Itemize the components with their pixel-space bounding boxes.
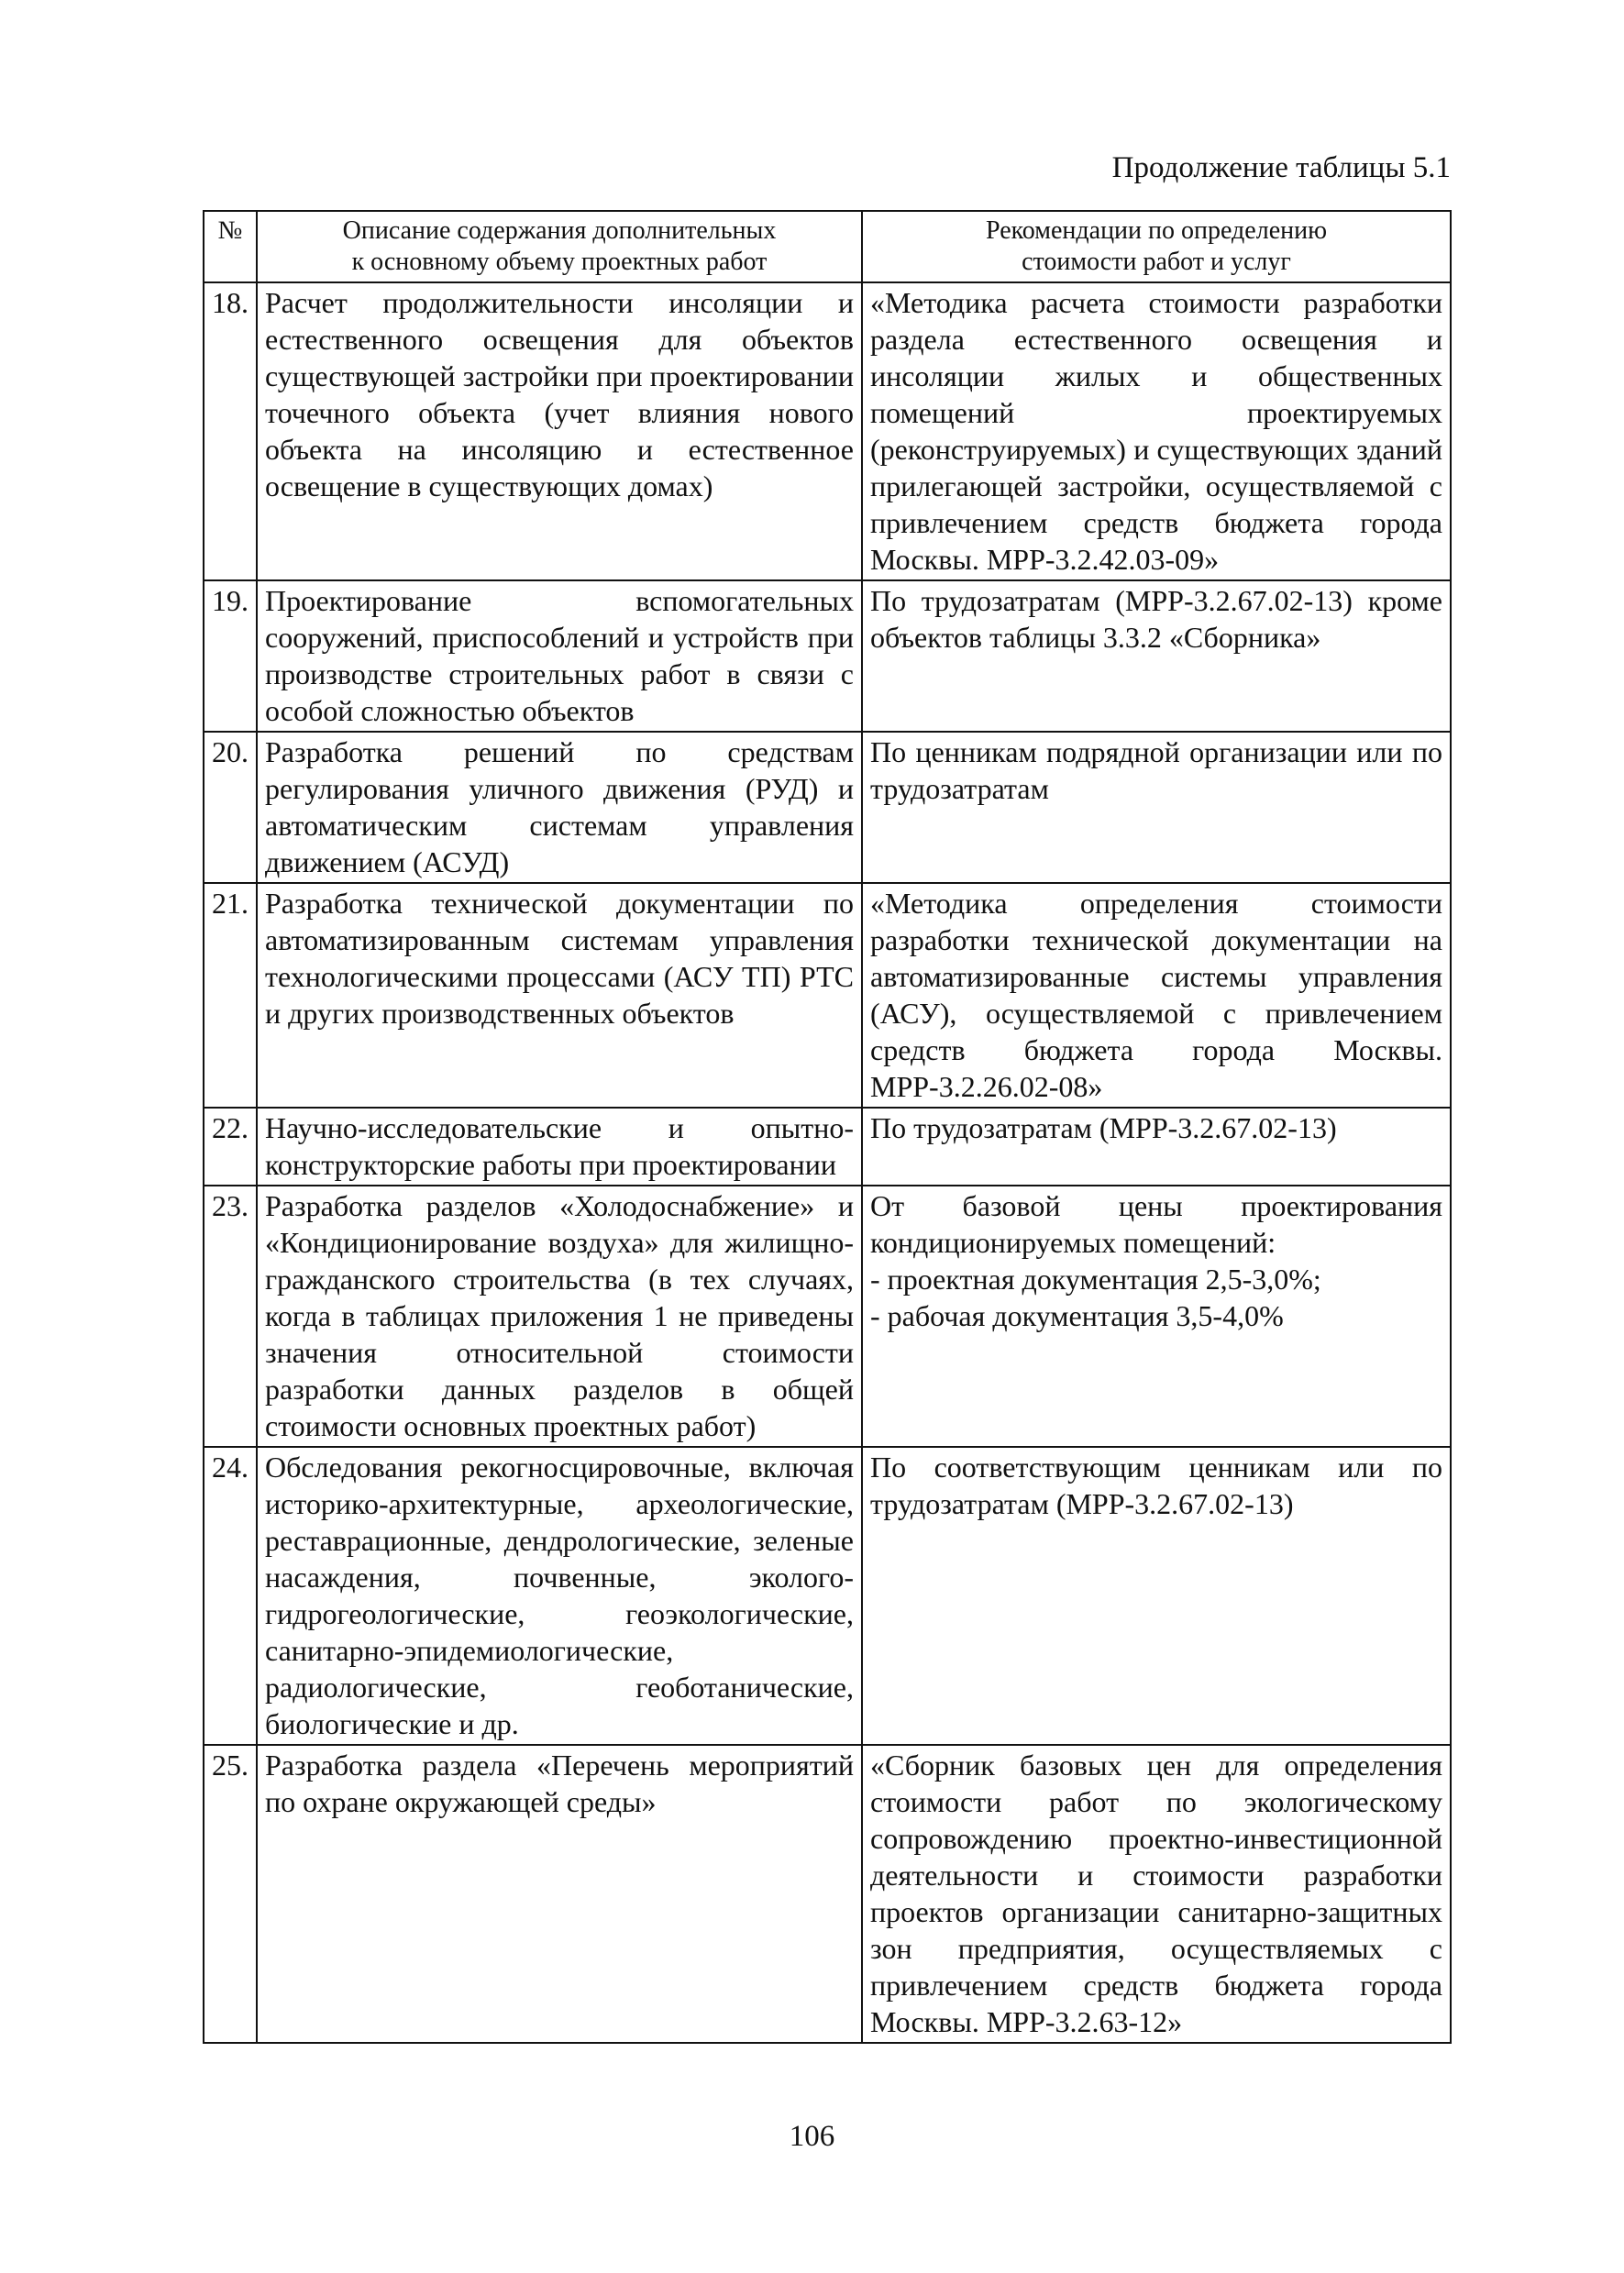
table-row	[204, 282, 1451, 580]
table-row	[204, 1108, 1451, 1186]
table-caption: Продолжение таблицы 5.1	[1111, 151, 1451, 184]
row-recommendation: По трудозатратам (МРР-3.2.67.02-13) кроме объектов таблицы 3.3.2 «Сборника»	[862, 580, 1451, 732]
table-row	[204, 883, 1451, 1108]
recommendation-line: От базовой цены проектирования кондиционируемых помещений:	[870, 1189, 1442, 1259]
row-recommendation	[862, 1186, 1451, 1447]
table-row	[204, 580, 1451, 732]
row-description: Разработка решений по средствам регулирования уличного движения (РУД) и автоматическим системам управления движением (АСУД)	[257, 732, 862, 883]
table-row	[204, 1447, 1451, 1745]
header-recommendation-line2: стоимости работ и услуг	[1022, 248, 1291, 276]
row-number: 20.	[204, 732, 257, 883]
header-num: №	[204, 211, 257, 282]
row-number: 24.	[204, 1447, 257, 1745]
row-description: Проектирование вспомогательных сооружений, приспособлений и устройств при производстве строительных работ в связи с особой сложностью объектов	[257, 580, 862, 732]
table-row	[204, 1186, 1451, 1447]
recommendation-line: - проектная документация 2,5-3,0%;	[870, 1263, 1321, 1296]
row-number: 21.	[204, 883, 257, 1108]
row-number: 22.	[204, 1108, 257, 1186]
header-recommendation-line1: Рекомендации по определению	[985, 216, 1328, 245]
header-description-line2: к основному объему проектных работ	[351, 248, 768, 276]
header-description	[257, 211, 862, 282]
row-description: Обследования рекогносцировочные, включая историко-архитектурные, археологические, реставрационные, дендрологические, зеленые насаждения, почвенные, эколого-гидрогеологические, геоэкологические, санитарно-эпидемиологические, радиологические, геоботанические, биологические и др.	[257, 1447, 862, 1745]
row-description: Разработка раздела «Перечень мероприятий по охране окружающей среды»	[257, 1745, 862, 2043]
row-description: Разработка разделов «Холодоснабжение» и «Кондиционирование воздуха» для жилищно-гражданского строительства (в тех случаях, когда в таблицах приложения 1 не приведены значения относительной стоимости разработки данных разделов в общей стоимости основных проектных работ)	[257, 1186, 862, 1447]
recommendation-line: - рабочая документация 3,5-4,0%	[870, 1299, 1284, 1332]
row-number: 23.	[204, 1186, 257, 1447]
row-recommendation: «Методика определения стоимости разработки технической документации на автоматизированные системы управления (АСУ), осуществляемой с привлечением средств бюджета города Москвы. МРР-3.2.26.02-08»	[862, 883, 1451, 1108]
table-header-row	[204, 211, 1451, 282]
row-recommendation: «Методика расчета стоимости разработки раздела естественного освещения и инсоляции жилых и общественных помещений проектируемых (реконструируемых) и существующих зданий прилегающей застройки, осуществляемой с привлечением средств бюджета города Москвы. МРР-3.2.42.03-09»	[862, 282, 1451, 580]
row-recommendation: По соответствующим ценникам или по трудозатратам (МРР-3.2.67.02-13)	[862, 1447, 1451, 1745]
row-number: 18.	[204, 282, 257, 580]
row-description: Расчет продолжительности инсоляции и естественного освещения для объектов существующей застройки при проектировании точечного объекта (учет влияния нового объекта на инсоляцию и естественное освещение в существующих домах)	[257, 282, 862, 580]
row-recommendation: По ценникам подрядной организации или по трудозатратам	[862, 732, 1451, 883]
page-number: 106	[789, 2120, 835, 2153]
header-recommendation	[862, 211, 1451, 282]
table-row	[204, 1745, 1451, 2043]
row-description: Научно-исследовательские и опытно-конструкторские работы при проектировании	[257, 1108, 862, 1186]
table-row	[204, 732, 1451, 883]
header-description-line1: Описание содержания дополнительных	[342, 216, 777, 245]
row-number: 25.	[204, 1745, 257, 2043]
row-number: 19.	[204, 580, 257, 732]
row-recommendation: По трудозатратам (МРР-3.2.67.02-13)	[862, 1108, 1451, 1186]
row-description: Разработка технической документации по автоматизированным системам управления технологическими процессами (АСУ ТП) РТС и других производственных объектов	[257, 883, 862, 1108]
cost-table	[203, 210, 1452, 2044]
row-recommendation: «Сборник базовых цен для определения стоимости работ по экологическому сопровождению проектно-инвестиционной деятельности и стоимости разработки проектов организации санитарно-защитных зон предприятия, осуществляемых с привлечением средств бюджета города Москвы. МРР-3.2.63-12»	[862, 1745, 1451, 2043]
